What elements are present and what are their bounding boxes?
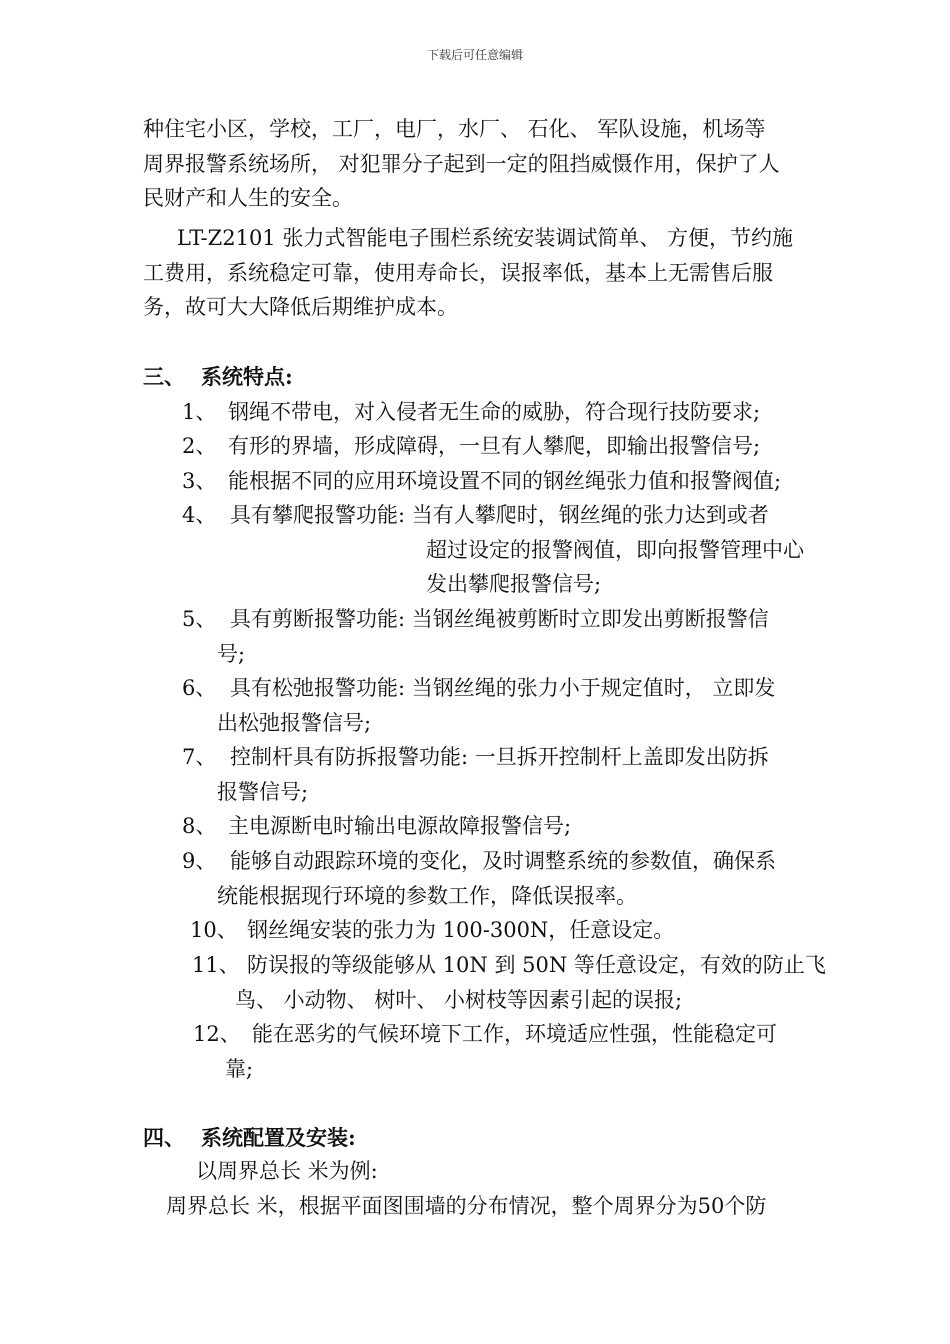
section-number: 三、 [143, 364, 185, 389]
feature-number: 9、 [182, 849, 217, 873]
text-line: 种住宅小区，学校，工厂，电厂，水厂、 石化、 军队设施，机场等 [143, 117, 766, 141]
feature-number: 2、 [182, 434, 217, 458]
feature-number: 8、 [182, 814, 217, 838]
feature-text: 能够自动跟踪环境的变化，及时调整系统的参数值，确保系 [230, 849, 776, 873]
feature-text-continued: 靠; [225, 1056, 254, 1081]
feature-text: 控制杆具有防拆报警功能: 一旦拆开控制杆上盖即发出防拆 [230, 745, 769, 769]
feature-text-continued: 统能根据现行环境的参数工作，降低误报率。 [217, 883, 637, 908]
text-line: LT-Z2101 张力式智能电子围栏系统安装调试简单、 方便，节约施 [177, 226, 794, 250]
text-line: 务，故可大大降低后期维护成本。 [143, 295, 458, 319]
feature-number: 3、 [182, 469, 217, 493]
feature-number: 4、 [182, 503, 217, 527]
text-line: 周界总长 米，根据平面图围墙的分布情况，整个周界分为50个防 [166, 1194, 767, 1218]
feature-text-continued: 超过设定的报警阀值，即向报警管理中心 [426, 537, 804, 562]
feature-text: 防误报的等级能够从 10N 到 50N 等任意设定，有效的防止飞 [247, 953, 826, 977]
section-heading-3 [143, 360, 293, 394]
section-heading-4 [143, 1121, 356, 1155]
summary-paragraph [143, 221, 848, 325]
text-line: 以周界总长 米为例: [196, 1159, 378, 1183]
section-title: 系统配置及安装: [201, 1125, 356, 1150]
feature-text-continued: 号; [217, 641, 246, 666]
feature-text-continued: 报警信号; [217, 779, 309, 804]
feature-text: 具有剪断报警功能: 当钢丝绳被剪断时立即发出剪断报警信 [230, 607, 769, 631]
feature-number: 7、 [182, 745, 217, 769]
feature-number: 6、 [182, 676, 217, 700]
feature-number: 12、 [193, 1022, 241, 1046]
feature-text: 有形的界墙，形成障碍，一旦有人攀爬，即输出报警信号; [228, 434, 761, 458]
feature-number: 1、 [182, 400, 217, 424]
text-line: 周界报警系统场所， 对犯罪分子起到一定的阻挡威慑作用，保护了人 [143, 151, 780, 176]
page-header: 下载后可任意编辑 [426, 48, 523, 62]
feature-text-continued: 鸟、 小动物、 树叶、 小树枝等因素引起的误报; [235, 987, 683, 1012]
text-line: 民财产和人生的安全。 [143, 186, 353, 210]
feature-number: 11、 [192, 953, 240, 977]
feature-text: 钢绳不带电，对入侵者无生命的威胁，符合现行技防要求; [228, 400, 761, 424]
feature-text: 能根据不同的应用环境设置不同的钢丝绳张力值和报警阀值; [228, 469, 782, 493]
feature-text-continued: 发出攀爬报警信号; [426, 572, 602, 596]
section-number: 四、 [143, 1125, 185, 1150]
feature-number: 5、 [182, 607, 217, 631]
feature-number: 10、 [190, 918, 238, 942]
text-line: 工费用，系统稳定可靠，使用寿命长，误报率低，基本上无需售后服 [143, 260, 773, 285]
feature-text: 具有攀爬报警功能: 当有人攀爬时，钢丝绳的张力达到或者 [230, 503, 769, 527]
feature-text-continued: 出松弛报警信号; [217, 710, 372, 735]
feature-text: 钢丝绳安装的张力为 100-300N，任意设定。 [247, 918, 675, 942]
intro-paragraph [143, 112, 848, 216]
feature-text: 能在恶劣的气候环境下工作，环境适应性强，性能稳定可 [252, 1022, 777, 1046]
feature-text: 具有松弛报警功能: 当钢丝绳的张力小于规定值时， 立即发 [230, 676, 776, 700]
section-title: 系统特点: [201, 364, 293, 389]
feature-text: 主电源断电时输出电源故障报警信号; [228, 814, 572, 838]
